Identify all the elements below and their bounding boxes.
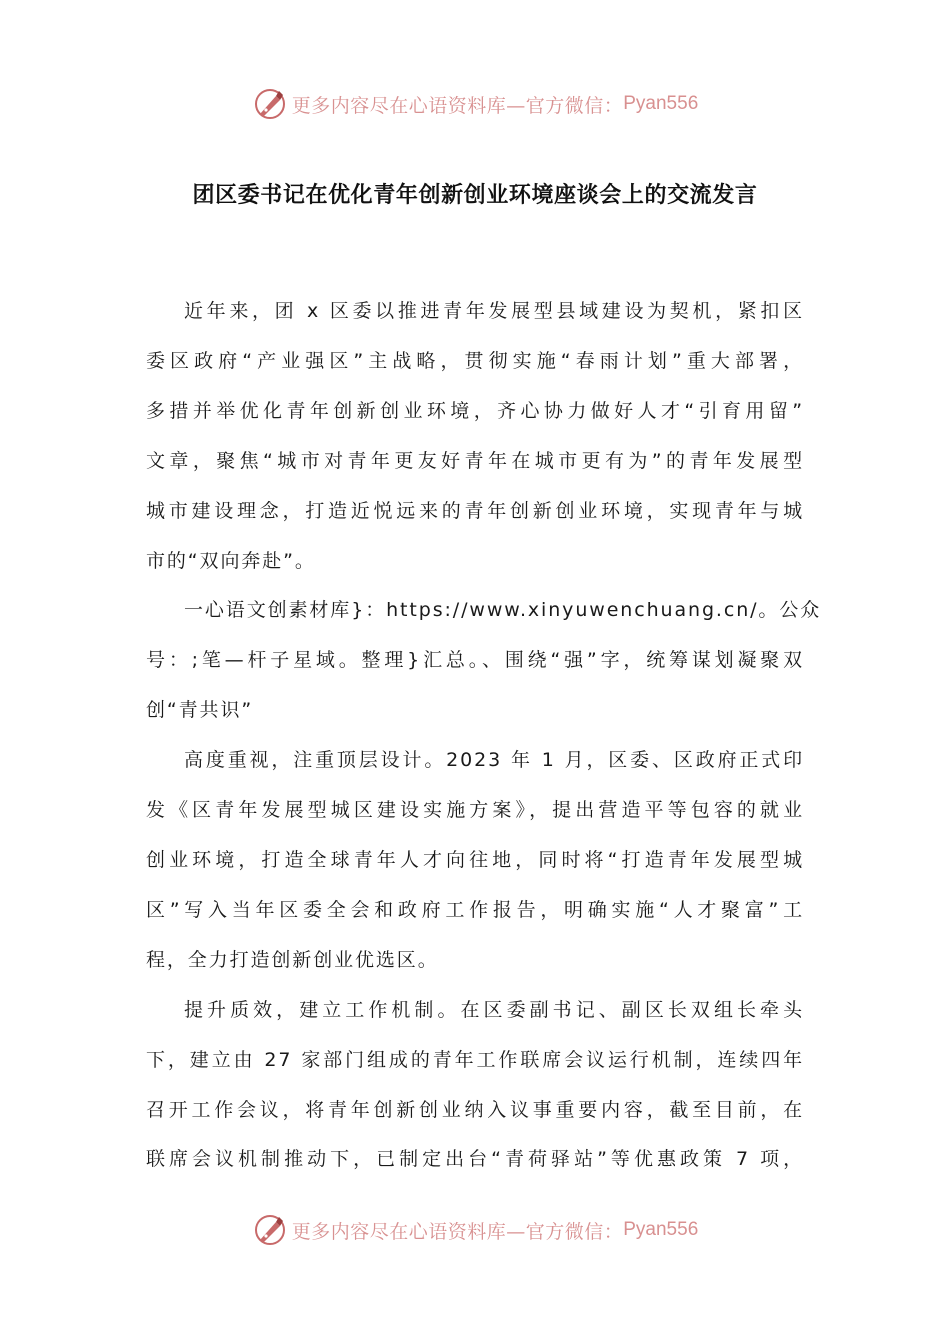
paragraph-line: 委区政府“产业强区”主战略，贯彻实施“春雨计划”重大部署， — [146, 349, 804, 372]
paragraph-line: 城市建设理念，打造近悦远来的青年创新创业环境，实现青年与城 — [146, 499, 804, 522]
pen-nib-logo-icon — [252, 1212, 288, 1248]
paragraph-line: 下，建立由 27 家部门组成的青年工作联席会议运行机制，连续四年 — [146, 1048, 804, 1071]
paragraph-line: 联席会议机制推动下，已制定出台“青荷驿站”等优惠政策 7 项， — [146, 1148, 804, 1171]
paragraph-line: 近年来，团 x 区委以推进青年发展型县域建设为契机，紧扣区 — [184, 300, 804, 322]
banner-wechat-label: 官方微信： — [525, 94, 624, 117]
banner-text: 更多内容尽在心语资料库— — [291, 1220, 526, 1243]
paragraph-line: 多措并举优化青年创新创业环境，齐心协力做好人才“引育用留” — [146, 399, 804, 422]
paragraph-line: 提升质效，建立工作机制。在区委副书记、副区长双组长牵头 — [184, 998, 804, 1021]
paragraph-line: 发《区青年发展型城区建设实施方案》，提出营造平等包容的就业 — [146, 799, 804, 822]
paragraph-1 — [146, 287, 804, 586]
paragraph-line: 高度重视，注重顶层设计。2023 年 1 月，区委、区政府正式印 — [184, 749, 804, 772]
paragraph-line: 区”写入当年区委全会和政府工作报告，明确实施“人才聚富”工 — [146, 898, 804, 921]
paragraph-2 — [146, 586, 822, 736]
banner-wechat-id: Pyan556 — [623, 1219, 699, 1240]
paragraph-4 — [146, 986, 804, 1186]
paragraph-line: 号：;笔—杆子星域。整理}汇总。、围绕“强”字，统筹谋划凝聚双 — [146, 649, 804, 672]
paragraph-3 — [146, 736, 804, 986]
paragraph-line: 创“青共识” — [146, 699, 254, 722]
paragraph-line: 创业环境，打造全球青年人才向往地，同时将“打造青年发展型城 — [146, 848, 804, 871]
paragraph-line: 程，全力打造创新创业优选区。 — [146, 948, 439, 971]
paragraph-line: 召开工作会议，将青年创新创业纳入议事重要内容，截至目前，在 — [146, 1098, 804, 1121]
document-body — [146, 287, 822, 1185]
banner-wechat-label: 官方微信： — [525, 1220, 624, 1243]
pen-nib-logo-icon — [252, 86, 288, 122]
banner-wechat-id: Pyan556 — [623, 93, 699, 114]
paragraph-line: 市的“双向奔赴”。 — [146, 549, 316, 572]
document-title: 团区委书记在优化青年创新创业环境座谈会上的交流发言 — [192, 183, 758, 208]
header-watermark-banner — [0, 82, 950, 126]
paragraph-line: 文章，聚焦“城市对青年更友好青年在城市更有为”的青年发展型 — [146, 449, 804, 472]
paragraph-line: 一心语文创素材库}：https://www.xinyuwenchuang.cn/。公众 — [184, 599, 822, 622]
footer-watermark-banner — [0, 1208, 950, 1252]
banner-text: 更多内容尽在心语资料库— — [291, 94, 526, 117]
